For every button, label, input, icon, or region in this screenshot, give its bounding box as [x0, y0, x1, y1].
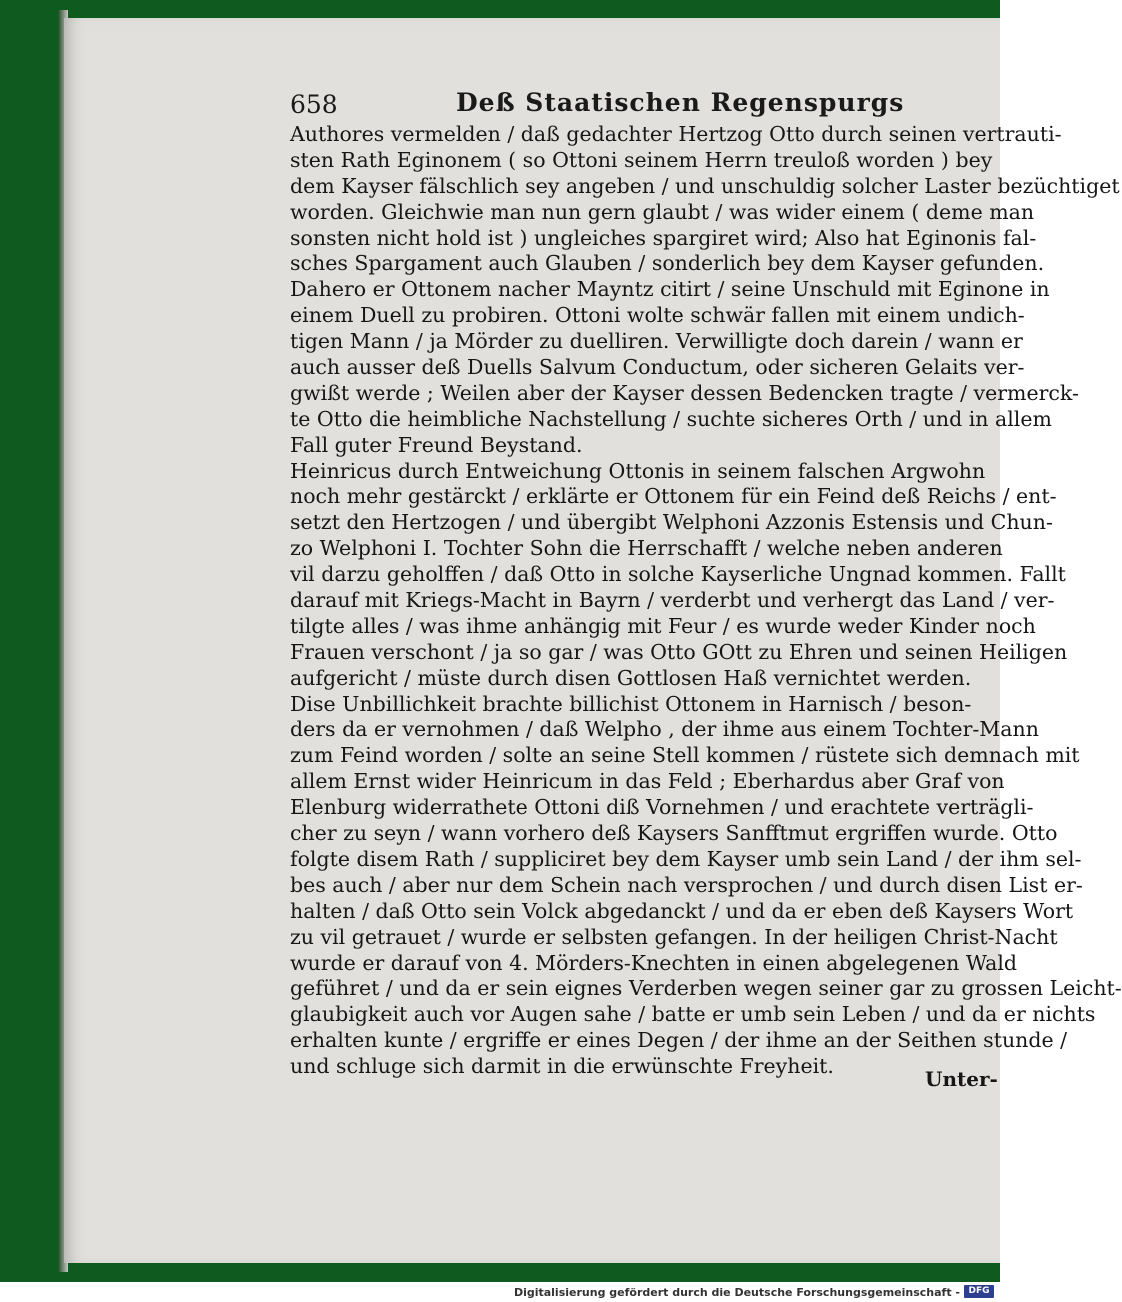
text-line: und schluge sich darmit in die erwünschte Freyheit. — [290, 1054, 834, 1079]
text-line: cher zu seyn / wann vorhero deß Kaysers Sanfftmut ergriffen wurde. Otto — [290, 821, 1058, 846]
text-line: geführet / und da er sein eignes Verderben wegen seiner gar zu grossen Leicht- — [290, 976, 1122, 1001]
text-line: glaubigkeit auch vor Augen sahe / batte er umb sein Leben / und da er nichts — [290, 1002, 1096, 1027]
text-line: aufgericht / müste durch disen Gottlosen Haß vernichtet werden. — [290, 665, 972, 690]
text-line: gwißt werde ; Weilen aber der Kayser dessen Bedencken tragte / vermerck- — [290, 380, 1079, 405]
text-line: auch ausser deß Duells Salvum Conductum, oder sicheren Gelaits ver- — [290, 355, 1025, 380]
catchword: Unter- — [925, 1067, 998, 1091]
text-line: tilgte alles / was ihme anhängig mit Feur / es wurde weder Kinder noch — [290, 613, 1036, 638]
text-line: Fall guter Freund Beystand. — [290, 432, 583, 457]
text-line: sonsten nicht hold ist ) ungleiches spargiret wird; Also hat Eginonis fal- — [290, 225, 1037, 250]
page-header — [290, 88, 990, 126]
text-line: Elenburg widerrathete Ottoni diß Vornehmen / und erachtete verträgli- — [290, 795, 1034, 820]
text-line: te Otto die heimbliche Nachstellung / suchte sicheres Orth / und in allem — [290, 406, 1052, 431]
text-line: Dahero er Ottonem nacher Mayntz citirt / seine Unschuld mit Eginone in — [290, 277, 1050, 302]
text-line: noch mehr gestärckt / erklärte er Ottonem für ein Feind deß Reichs / ent- — [290, 484, 1057, 509]
text-line: darauf mit Kriegs-Macht in Bayrn / verderbt und verhergt das Land / ver- — [290, 588, 1055, 613]
page-number: 658 — [290, 90, 338, 119]
text-line: zu vil getrauet / wurde er selbsten gefangen. In der heiligen Christ-Nacht — [290, 924, 1058, 949]
text-line: erhalten kunte / ergriffe er eines Degen / der ihme an der Seithen stunde / — [290, 1028, 1068, 1053]
text-line: Heinricus durch Entweichung Ottonis in seinem falschen Argwohn — [290, 458, 986, 483]
text-line: wurde er darauf von 4. Mörders-Knechten in einen abgelegenen Wald — [290, 950, 1018, 975]
text-line: folgte disem Rath / suppliciret bey dem Kayser umb sein Land / der ihm sel- — [290, 846, 1082, 871]
text-line: sches Spargament auch Glauben / sonderlich bey dem Kayser gefunden. — [290, 251, 1045, 276]
text-line: setzt den Hertzogen / und übergibt Welphoni Azzonis Estensis und Chun- — [290, 510, 1053, 535]
text-line: bes auch / aber nur dem Schein nach versprochen / und durch disen List er- — [290, 872, 1083, 897]
text-line: halten / daß Otto sein Volck abgedanckt / und da er eben deß Kaysers Wort — [290, 898, 1074, 923]
text-line: einem Duell zu probiren. Ottoni wolte schwär fallen mit einem undich- — [290, 303, 1025, 328]
text-line: zum Feind worden / solte an seine Stell kommen / rüstete sich demnach mit — [290, 743, 1080, 768]
text-line: zo Welphoni I. Tochter Sohn die Herrschafft / welche neben anderen — [290, 536, 1003, 561]
text-line: tigen Mann / ja Mörder zu duelliren. Verwilligte doch darein / wann er — [290, 329, 1023, 354]
text-line: Dise Unbillichkeit brachte billichist Ottonem in Harnisch / beson- — [290, 691, 972, 716]
text-line: Authores vermelden / daß gedachter Hertzog Otto durch seinen vertrauti- — [290, 122, 1062, 146]
running-head: Deß Staatischen Regenspurgs — [456, 88, 905, 117]
text-line: worden. Gleichwie man nun gern glaubt / was wider einem ( deme man — [290, 199, 1035, 224]
text-line: vil darzu geholffen / daß Otto in solche Kayserliche Ungnad kommen. Fallt — [290, 562, 1066, 587]
text-line: dem Kayser fälschlich sey angeben / und unschuldig solcher Laster bezüchtiget — [290, 173, 1120, 198]
digitization-footer — [0, 1282, 1000, 1302]
text-line: ders da er vernohmen / daß Welpho , der ihme aus einem Tochter-Mann — [290, 717, 1039, 742]
text-line: Frauen verschont / ja so gar / was Otto GOtt zu Ehren und seinen Heiligen — [290, 639, 1068, 664]
dfg-logo: DFG — [964, 1285, 994, 1298]
funding-credit: Digitalisierung gefördert durch die Deutsche Forschungsgemeinschaft - — [513, 1286, 960, 1299]
text-line: allem Ernst wider Heinricum in das Feld ; Eberhardus aber Graf von — [290, 769, 1005, 794]
text-line: sten Rath Eginonem ( so Ottoni seinem Herrn treuloß worden ) bey — [290, 147, 993, 172]
